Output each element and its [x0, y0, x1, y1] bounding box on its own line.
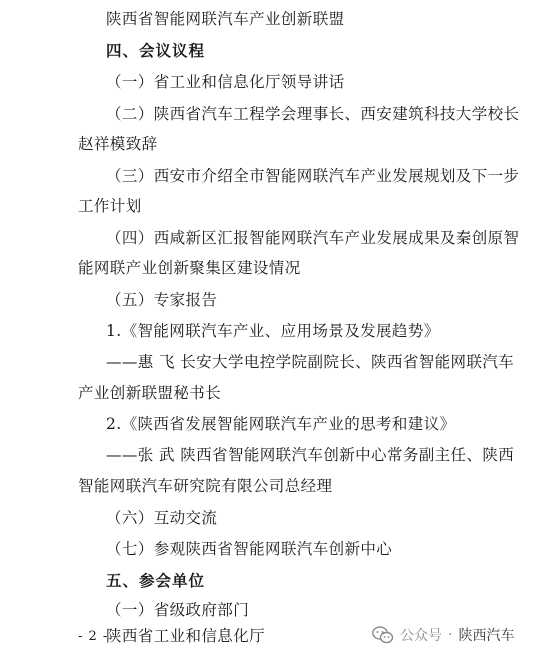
report-2-speaker: ——张 武 陕西省智能网联汽车创新中心常务副主任、陕西	[106, 446, 515, 464]
agenda-item-3-cont: 工作计划	[78, 197, 142, 215]
page-number: - 2 -	[78, 629, 109, 644]
agenda-item-7: （七）参观陕西省智能网联汽车创新中心	[106, 540, 393, 558]
agenda-item-4-cont: 能网联产业创新聚集区建设情况	[78, 259, 301, 277]
section-heading-agenda: 四、会议议程	[106, 42, 206, 60]
report-1-speaker-cont: 产业创新联盟秘书长	[78, 384, 222, 402]
participant-unit-1: 陕西省工业和信息化厅	[106, 627, 266, 645]
wechat-watermark	[372, 621, 514, 649]
participant-group-1: （一）省级政府部门	[106, 601, 250, 619]
wechat-icon	[372, 626, 394, 644]
report-1-speaker: ——惠 飞 长安大学电控学院副院长、陕西省智能网联汽车	[106, 353, 515, 371]
agenda-item-1: （一）省工业和信息化厅领导讲话	[106, 73, 345, 91]
watermark-separator: ·	[448, 627, 453, 643]
watermark-account: 陕西汽车	[458, 628, 515, 644]
agenda-item-3: （三）西安市介绍全市智能网联汽车产业发展规划及下一步	[106, 167, 520, 185]
agenda-item-6: （六）互动交流	[106, 509, 218, 527]
section-heading-participants: 五、参会单位	[106, 572, 206, 590]
agenda-item-5: （五）专家报告	[106, 291, 218, 309]
agenda-item-2: （二）陕西省汽车工程学会理事长、西安建筑科技大学校长	[106, 105, 520, 123]
org-name-line: 陕西省智能网联汽车产业创新联盟	[106, 10, 345, 28]
report-2-title: 2.《陕西省发展智能网联汽车产业的思考和建议》	[106, 415, 456, 433]
watermark-source: 公众号	[400, 628, 442, 644]
agenda-item-4: （四）西咸新区汇报智能网联汽车产业发展成果及秦创原智	[106, 229, 520, 247]
agenda-item-2-cont: 赵祥模致辞	[78, 135, 158, 153]
report-1-title: 1.《智能网联汽车产业、应用场景及发展趋势》	[106, 322, 440, 340]
report-2-speaker-cont: 智能网联汽车研究院有限公司总经理	[78, 477, 333, 495]
